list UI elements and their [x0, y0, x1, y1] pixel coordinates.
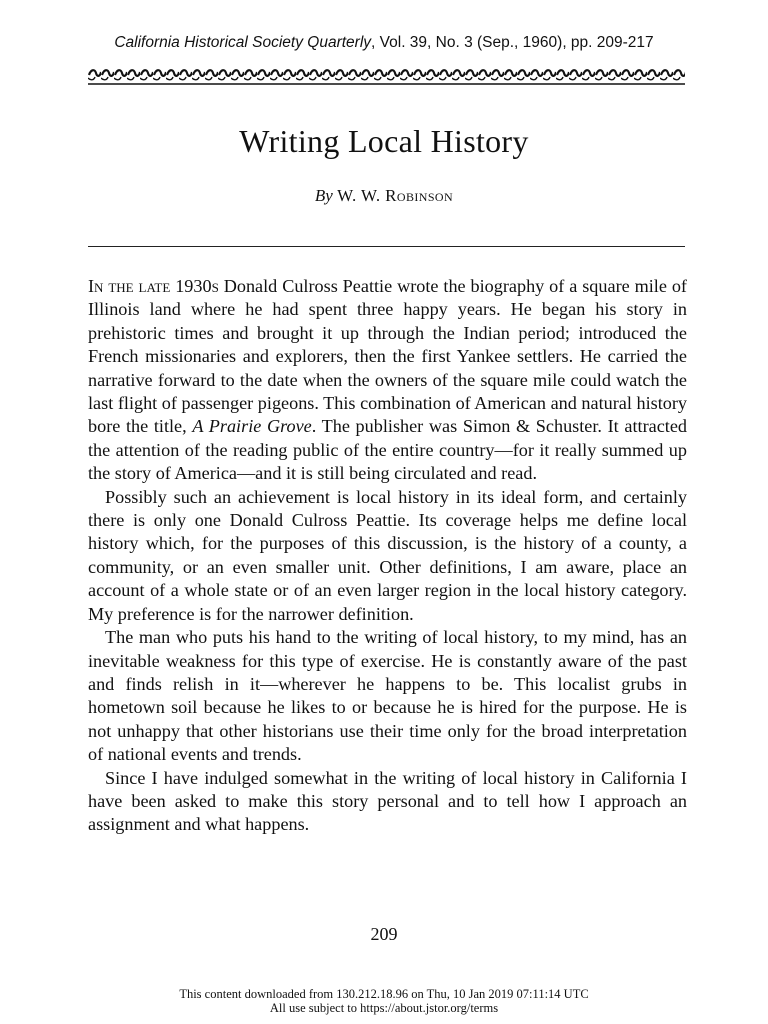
page-number: 209: [370, 924, 398, 944]
footer-line-1: This content downloaded from 130.212.18.96 on Thu, 10 Jan 2019 07:11:14 UTC: [179, 987, 589, 1001]
paragraph-1-text-b: . The publisher was Simon & Schuster. It attracted the attention of the reading public of the entire country—for it really summed up the story of America—and it is still being circulated and read.: [88, 416, 687, 484]
paragraph-3: The man who puts his hand to the writing of local history, to my mind, has an inevitable weakness for this type of exercise. He is constantly aware of the past and finds relish in it—wherever he happens to be. This localist grubs in hometown soil because he likes to or because he is hired for the purpose. He is not unhappy that other historians use their time only for the broad interpretation of national events and trends.: [88, 627, 687, 765]
paragraph-1-lead: In the late 1930s: [88, 276, 219, 296]
journal-name: California Historical Society Quarterly: [114, 34, 372, 51]
paragraph-1-text-a: Donald Culross Peattie wrote the biography of a square mile of Illinois land where he had spent three happy years. He began his story in prehistoric times and brought it up through the Indian period; introduced the French missionaries and explorers, then the first Yankee settlers. He carried the narrative forward to the date when the owners of the square mile could watch the last flight of passenger pigeons. This combination of American and natural history bore the title,: [88, 276, 687, 437]
citation-details: , Vol. 39, No. 3 (Sep., 1960), pp. 209-217: [371, 34, 654, 51]
paragraph-2: Possibly such an achievement is local history in its ideal form, and certainly there is only one Donald Culross Peattie. Its coverage helps me define local history which, for the purposes of this discussion, is the history of a county, a community, or an even smaller unit. Other definitions, I am aware, place an account of a whole state or of an even larger region in the local history category. My preference is for the narrower definition.: [88, 486, 687, 624]
article-title: Writing Local History: [239, 123, 529, 159]
author-name: W. W. Robinson: [337, 186, 454, 205]
article-body: [88, 275, 687, 837]
book-title: A Prairie Grove: [192, 416, 312, 437]
byline: [0, 186, 768, 206]
download-footer: [0, 987, 768, 1015]
paragraph-1: [88, 275, 687, 486]
byline-prefix: By: [314, 186, 333, 205]
title-divider: [88, 246, 685, 247]
paragraph-4: Since I have indulged somewhat in the writing of local history in California I have been asked to make this story personal and to tell how I approach an assignment and what happens.: [88, 767, 687, 835]
decorative-ornament-border: [88, 66, 685, 86]
footer-line-2: All use subject to https://about.jstor.org/terms: [269, 1001, 499, 1015]
citation-line: [0, 34, 768, 52]
